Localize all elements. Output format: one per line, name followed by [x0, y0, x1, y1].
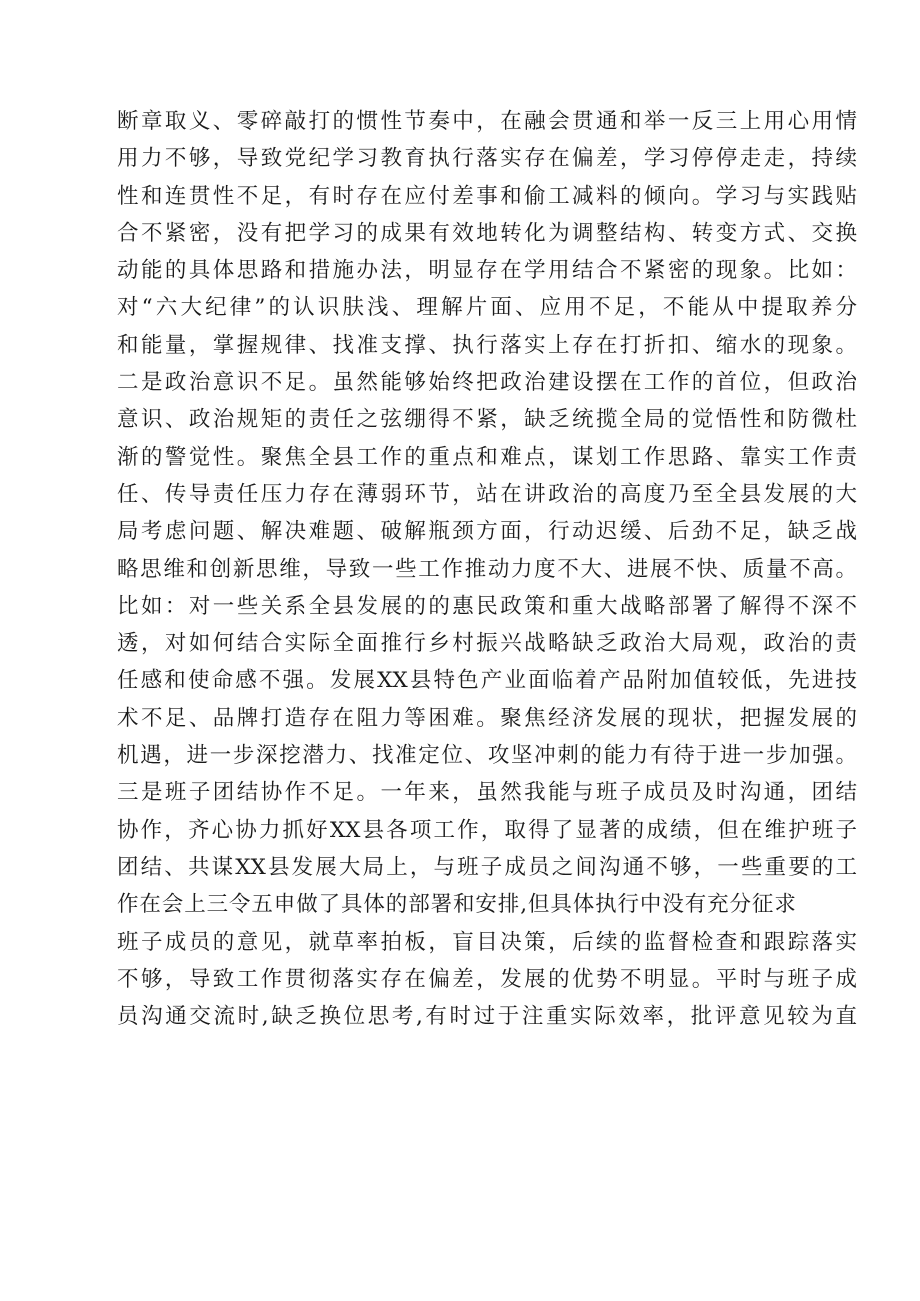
- text-line: 性和连贯性不足，有时存在应付差事和偷工减料的倾向。学习与实践贴: [117, 183, 857, 209]
- text-line: 任、传导责任压力存在薄弱环节，站在讲政治的高度乃至全县发展的大: [117, 481, 857, 507]
- text-line: 意识、政治规矩的责任之弦绷得不紧，缺乏统揽全局的觉悟性和防微杜: [117, 407, 857, 433]
- text-line: 断章取义、零碎敲打的惯性节奏中，在融会贯通和举一反三上用心用情: [117, 109, 857, 134]
- text-line: 团结、共谋XX县发展大局上，与班子成员之间沟通不够，一些重要的工: [117, 854, 857, 880]
- text-line: 术不足、品牌打造存在阻力等困难。聚焦经济发展的现状，把握发展的: [117, 705, 857, 731]
- text-line: 不够，导致工作贯彻落实存在偏差，发展的优势不明显。平时与班子成: [117, 966, 857, 992]
- text-line: 渐的警觉性。聚焦全县工作的重点和难点，谋划工作思路、靠实工作责: [117, 444, 857, 470]
- text-line: 透，对如何结合实际全面推行乡村振兴战略缺乏政治大局观，政治的责: [117, 631, 857, 657]
- text-line: 班子成员的意见，就草率拍板，盲目决策，后续的监督检查和跟踪落实: [117, 929, 857, 955]
- text-line: 对“六大纪律”的认识肤浅、理解片面、应用不足，不能从中提取养分: [117, 295, 857, 321]
- text-line: 动能的具体思路和措施办法，明显存在学用结合不紧密的现象。比如：: [117, 258, 857, 284]
- text-line: 和能量，掌握规律、找准支撑、执行落实上存在打折扣、缩水的现象。: [117, 332, 857, 358]
- text-line: 二是政治意识不足。虽然能够始终把政治建设摆在工作的首位，但政治: [117, 370, 857, 396]
- text-line: 机遇，进一步深挖潜力、找准定位、攻坚冲刺的能力有待于进一步加强。: [117, 743, 857, 769]
- text-line: 比如：对一些关系全县发展的的惠民政策和重大战略部署了解得不深不: [117, 593, 857, 619]
- text-line: 作在会上三令五申做了具体的部署和安排,但具体执行中没有充分征求: [117, 892, 797, 918]
- text-line: 三是班子团结协作不足。一年来，虽然我能与班子成员及时沟通，团结: [117, 780, 857, 806]
- text-line: 员沟通交流时,缺乏换位思考,有时过于注重实际效率，批评意见较为直: [117, 1004, 857, 1030]
- text-line: 略思维和创新思维，导致一些工作推动力度不大、进展不快、质量不高。: [117, 556, 857, 582]
- text-line: 协作，齐心协力抓好XX县各项工作，取得了显著的成绩，但在维护班子: [117, 817, 857, 843]
- text-line: 局考虑问题、解决难题、破解瓶颈方面，行动迟缓、后劲不足，缺乏战: [117, 519, 857, 545]
- body-text: [117, 103, 857, 1035]
- text-line: 用力不够，导致党纪学习教育执行落实存在偏差，学习停停走走，持续: [117, 146, 857, 172]
- text-line: 任感和使命感不强。发展XX县特色产业面临着产品附加值较低，先进技: [117, 668, 857, 694]
- text-line: 合不紧密，没有把学习的成果有效地转化为调整结构、转变方式、交换: [117, 220, 857, 246]
